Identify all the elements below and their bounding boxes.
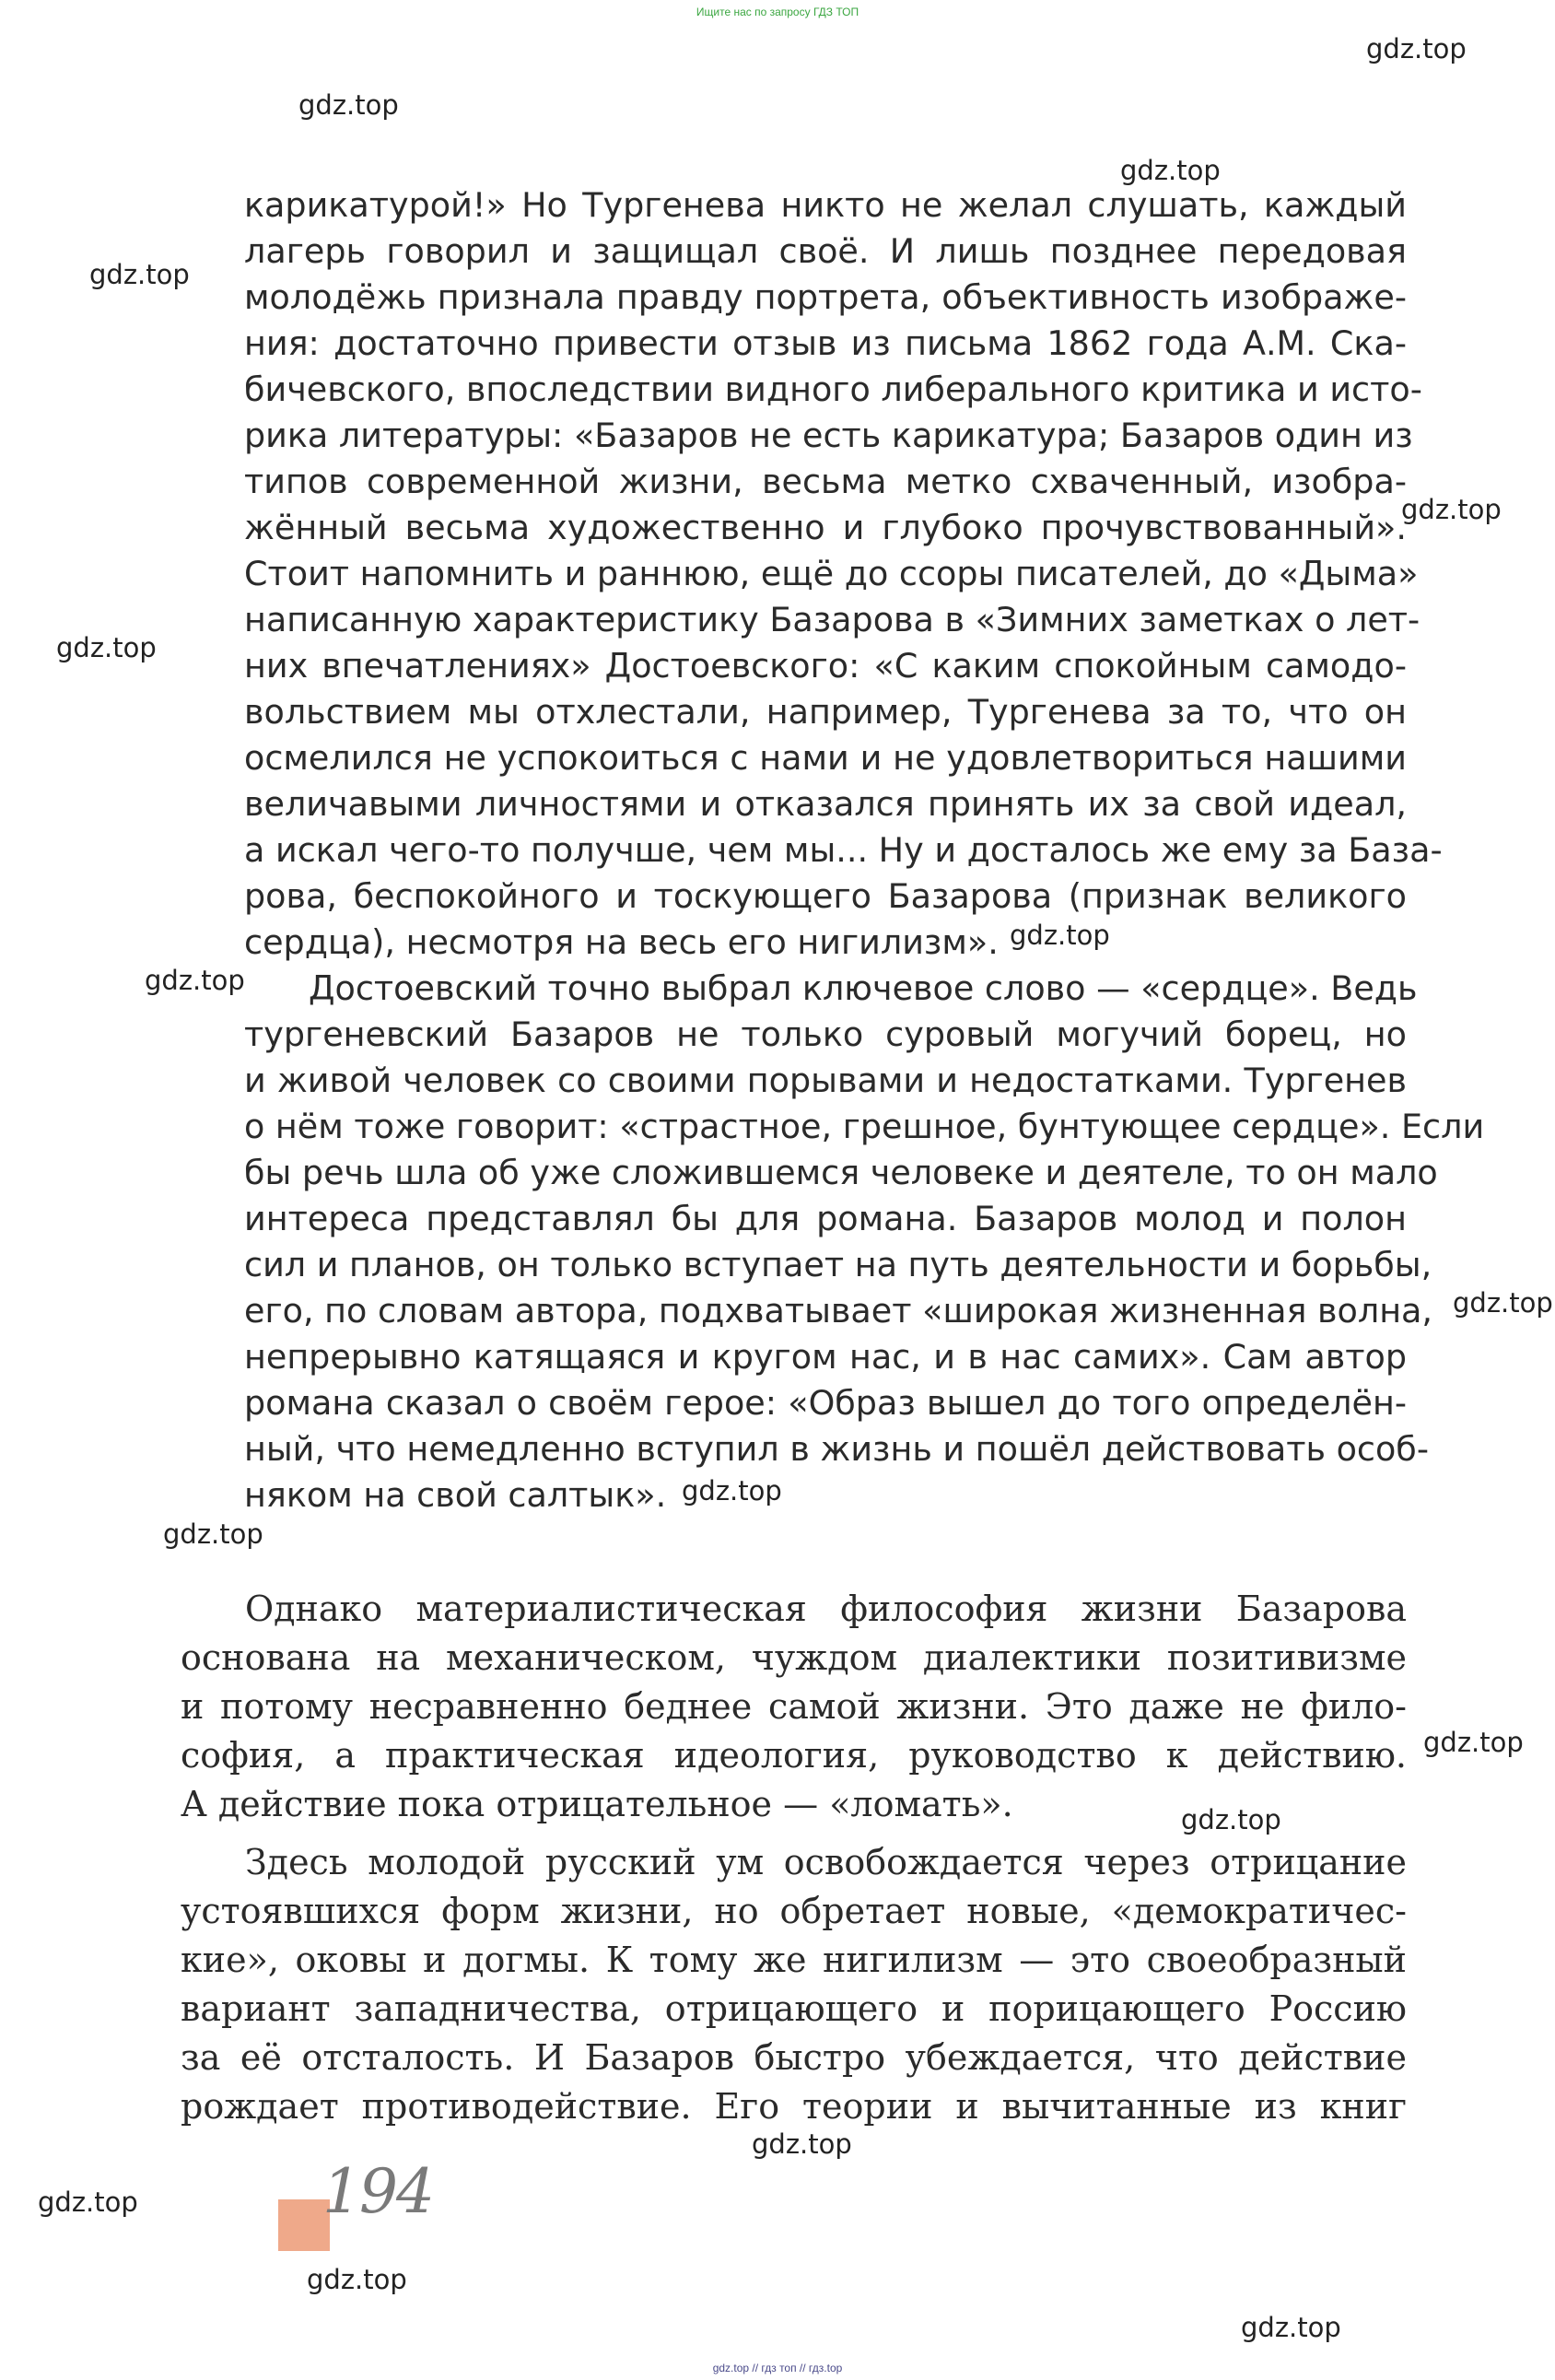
section-3-text	[181, 1585, 1407, 1829]
watermark: gdz.top	[1181, 1804, 1281, 1835]
section-1-text	[244, 182, 1443, 966]
text-line: рождает противодействие. Его теории и вычитанные из книг	[181, 2086, 1407, 2127]
watermark: gdz.top	[145, 965, 245, 996]
text-line: за её отсталость. И Базаров быстро убеждается, что действие	[181, 2037, 1407, 2078]
text-line: Стоит напомнить и раннюю, ещё до ссоры писателей, до «Дыма»	[244, 554, 1419, 593]
text-line: сил и планов, он только вступает на путь деятельности и борьбы,	[244, 1245, 1432, 1284]
text-line: устоявшихся форм жизни, но обретает новые, «демократичес-	[181, 1891, 1407, 1931]
text-line: Здесь молодой русский ум освобождается через отрицание	[245, 1842, 1407, 1882]
text-line: карикатурой!» Но Тургенева никто не желал слушать, каждый	[244, 185, 1407, 225]
text-line: ный, что немедленно вступил в жизнь и пошёл действовать особ-	[244, 1429, 1429, 1469]
text-line: тургеневский Базаров не только суровый могучий борец, но	[244, 1014, 1407, 1054]
watermark: gdz.top	[1423, 1727, 1524, 1758]
text-line: молодёжь признала правду портрета, объективность изображе-	[244, 277, 1407, 317]
text-line: вольствием мы отхлестали, например, Тургенева за то, что он	[244, 692, 1407, 732]
watermark: gdz.top	[1010, 920, 1110, 951]
text-line: и потому несравненно беднее самой жизни. Это даже не фило-	[181, 1686, 1407, 1727]
section-2-text	[244, 966, 1485, 1518]
text-line: сердца), несмотря на весь его нигилизм».	[244, 922, 999, 962]
text-line: основана на механическом, чуждом диалектики позитивизме	[181, 1637, 1407, 1678]
page-number: 194	[322, 2156, 433, 2227]
watermark: gdz.top	[298, 89, 399, 121]
text-line: рика литературы: «Базаров не есть карикатура; Базаров один из	[244, 416, 1413, 455]
watermark: gdz.top	[1401, 494, 1502, 525]
text-line: А действие пока отрицательное — «ломать».	[181, 1784, 1013, 1824]
text-line: его, по словам автора, подхватывает «широкая жизненная волна,	[244, 1291, 1433, 1331]
text-line: бы речь шла об уже сложившемся человеке и деятеле, то он мало	[244, 1153, 1438, 1192]
watermark: gdz.top	[307, 2264, 407, 2295]
watermark: gdz.top	[1241, 2312, 1341, 2343]
text-line: а искал чего-то получше, чем мы... Ну и досталось же ему за База-	[244, 830, 1443, 870]
text-line: величавыми личностями и отказался принять их за свой идеал,	[244, 784, 1407, 824]
watermark: gdz.top	[1453, 1287, 1553, 1319]
watermark: gdz.top	[38, 2187, 138, 2218]
text-line: написанную характеристику Базарова в «Зимних заметках о лет-	[244, 600, 1421, 639]
text-line: романа сказал о своём герое: «Образ вышел до того определён-	[244, 1383, 1407, 1423]
text-line: Достоевский точно выбрал ключевое слово — «сердце». Ведь	[309, 968, 1418, 1008]
text-line: рова, беспокойного и тоскующего Базарова (признак великого	[244, 876, 1407, 916]
text-line: вариант западничества, отрицающего и порицающего Россию	[181, 1988, 1407, 2029]
text-line: них впечатлениях» Достоевского: «С каким спокойным самодо-	[244, 646, 1407, 686]
section-4-text	[181, 1838, 1407, 2131]
text-line: и живой человек со своими порывами и недостатками. Тургенев	[244, 1061, 1407, 1100]
watermark: gdz.top	[752, 2128, 852, 2160]
text-line: кие», оковы и догмы. К тому же нигилизм — это своеобразный	[181, 1940, 1407, 1980]
text-line: жённый весьма художественно и глубоко прочувствованный».	[244, 508, 1407, 547]
watermark: gdz.top	[163, 1518, 263, 1550]
text-line: ния: достаточно привести отзыв из письма 1862 года А.М. Ска-	[244, 323, 1407, 363]
text-line: типов современной жизни, весьма метко схваченный, изобра-	[244, 462, 1407, 501]
text-line: интереса представлял бы для романа. Базаров молод и полон	[244, 1199, 1407, 1238]
watermark: gdz.top	[89, 259, 190, 290]
bottom-banner: gdz.top // гдз топ // гдз.top	[712, 2362, 843, 2374]
text-line: бичевского, впоследствии видного либерального критика и исто-	[244, 369, 1422, 409]
watermark: gdz.top	[1366, 33, 1467, 64]
text-line: лагерь говорил и защищал своё. И лишь позднее передовая	[244, 231, 1407, 271]
watermark: gdz.top	[56, 632, 157, 663]
text-line: о нём тоже говорит: «страстное, грешное, бунтующее сердце». Если	[244, 1107, 1485, 1146]
text-line: няком на свой салтык».	[244, 1475, 667, 1515]
top-banner: Ищите нас по запросу ГДЗ ТОП	[696, 6, 859, 18]
text-line: Однако материалистическая философия жизни Базарова	[245, 1589, 1407, 1629]
watermark: gdz.top	[682, 1475, 782, 1507]
text-line: софия, а практическая идеология, руководство к действию.	[181, 1735, 1407, 1776]
text-line: осмелился не успокоиться с нами и не удовлетвориться нашими	[244, 738, 1407, 778]
text-line: непрерывно катящаяся и кругом нас, и в нас самих». Сам автор	[244, 1337, 1407, 1377]
watermark: gdz.top	[1120, 155, 1221, 186]
